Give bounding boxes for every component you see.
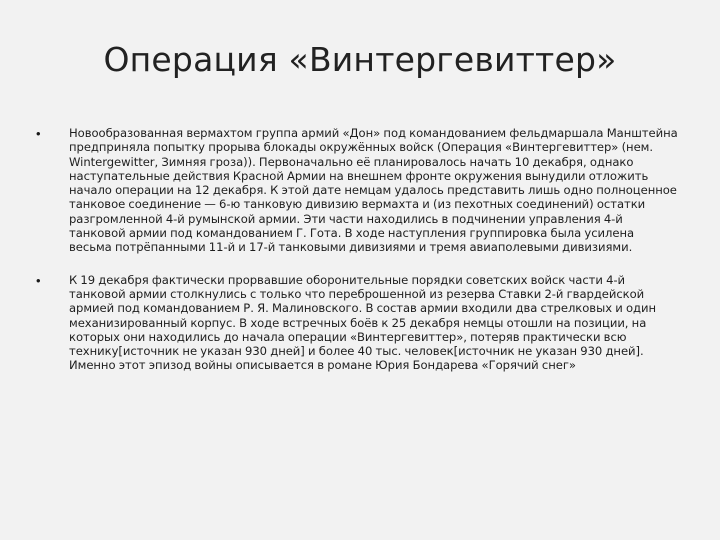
bullet-item <box>36 126 678 255</box>
slide-title: Операция «Винтергевиттер» <box>103 40 617 79</box>
bullet-item <box>36 273 678 373</box>
bullet-text: Новообразованная вермахтом группа армий «Дон» под командованием фельдмаршала Манштейна предприняла попытку прорыва блокады окружённых войск (Операция «Винтергевиттер» (нем. Wintergewitter, Зимняя гроза)). Первоначально её планировалось начать 10 декабря, однако наступательные действия Красной Армии на внешнем фронте окружения вынудили отложить начало операции на 12 декабря. К этой дате немцам удалось представить лишь одно полноценное танковое соединение — 6-ю танковую дивизию вермахта и (из пехотных соединений) остатки разгромленной 4-й румынской армии. Эти части находились в подчинении управления 4-й танковой армии под командованием Г. Гота. В ходе наступления группировка была усилена весьма потрёпанными 11-й и 17-й танковыми дивизиями и тремя авиаполевыми дивизиями. <box>69 126 678 255</box>
bullet-marker-icon: • <box>36 126 41 141</box>
bullet-text: К 19 декабря фактически прорвавшие оборонительные порядки советских войск части 4-й танковой армии столкнулись с только что переброшенной из резерва Ставки 2-й гвардейской армией под командованием Р. Я. Малиновского. В состав армии входили два стрелковых и один механизированный корпус. В ходе встречных боёв к 25 декабря немцы отошли на позиции, на которых они находились до начала операции «Винтергевиттер», потеряв практически всю технику[источник не указан 930 дней] и более 40 тыс. человек[источник не указан 930 дней]. Именно этот эпизод войны описывается в романе Юрия Бондарева «Горячий снег» <box>69 272 656 373</box>
bullet-list <box>36 126 678 391</box>
bullet-marker-icon: • <box>36 272 41 288</box>
